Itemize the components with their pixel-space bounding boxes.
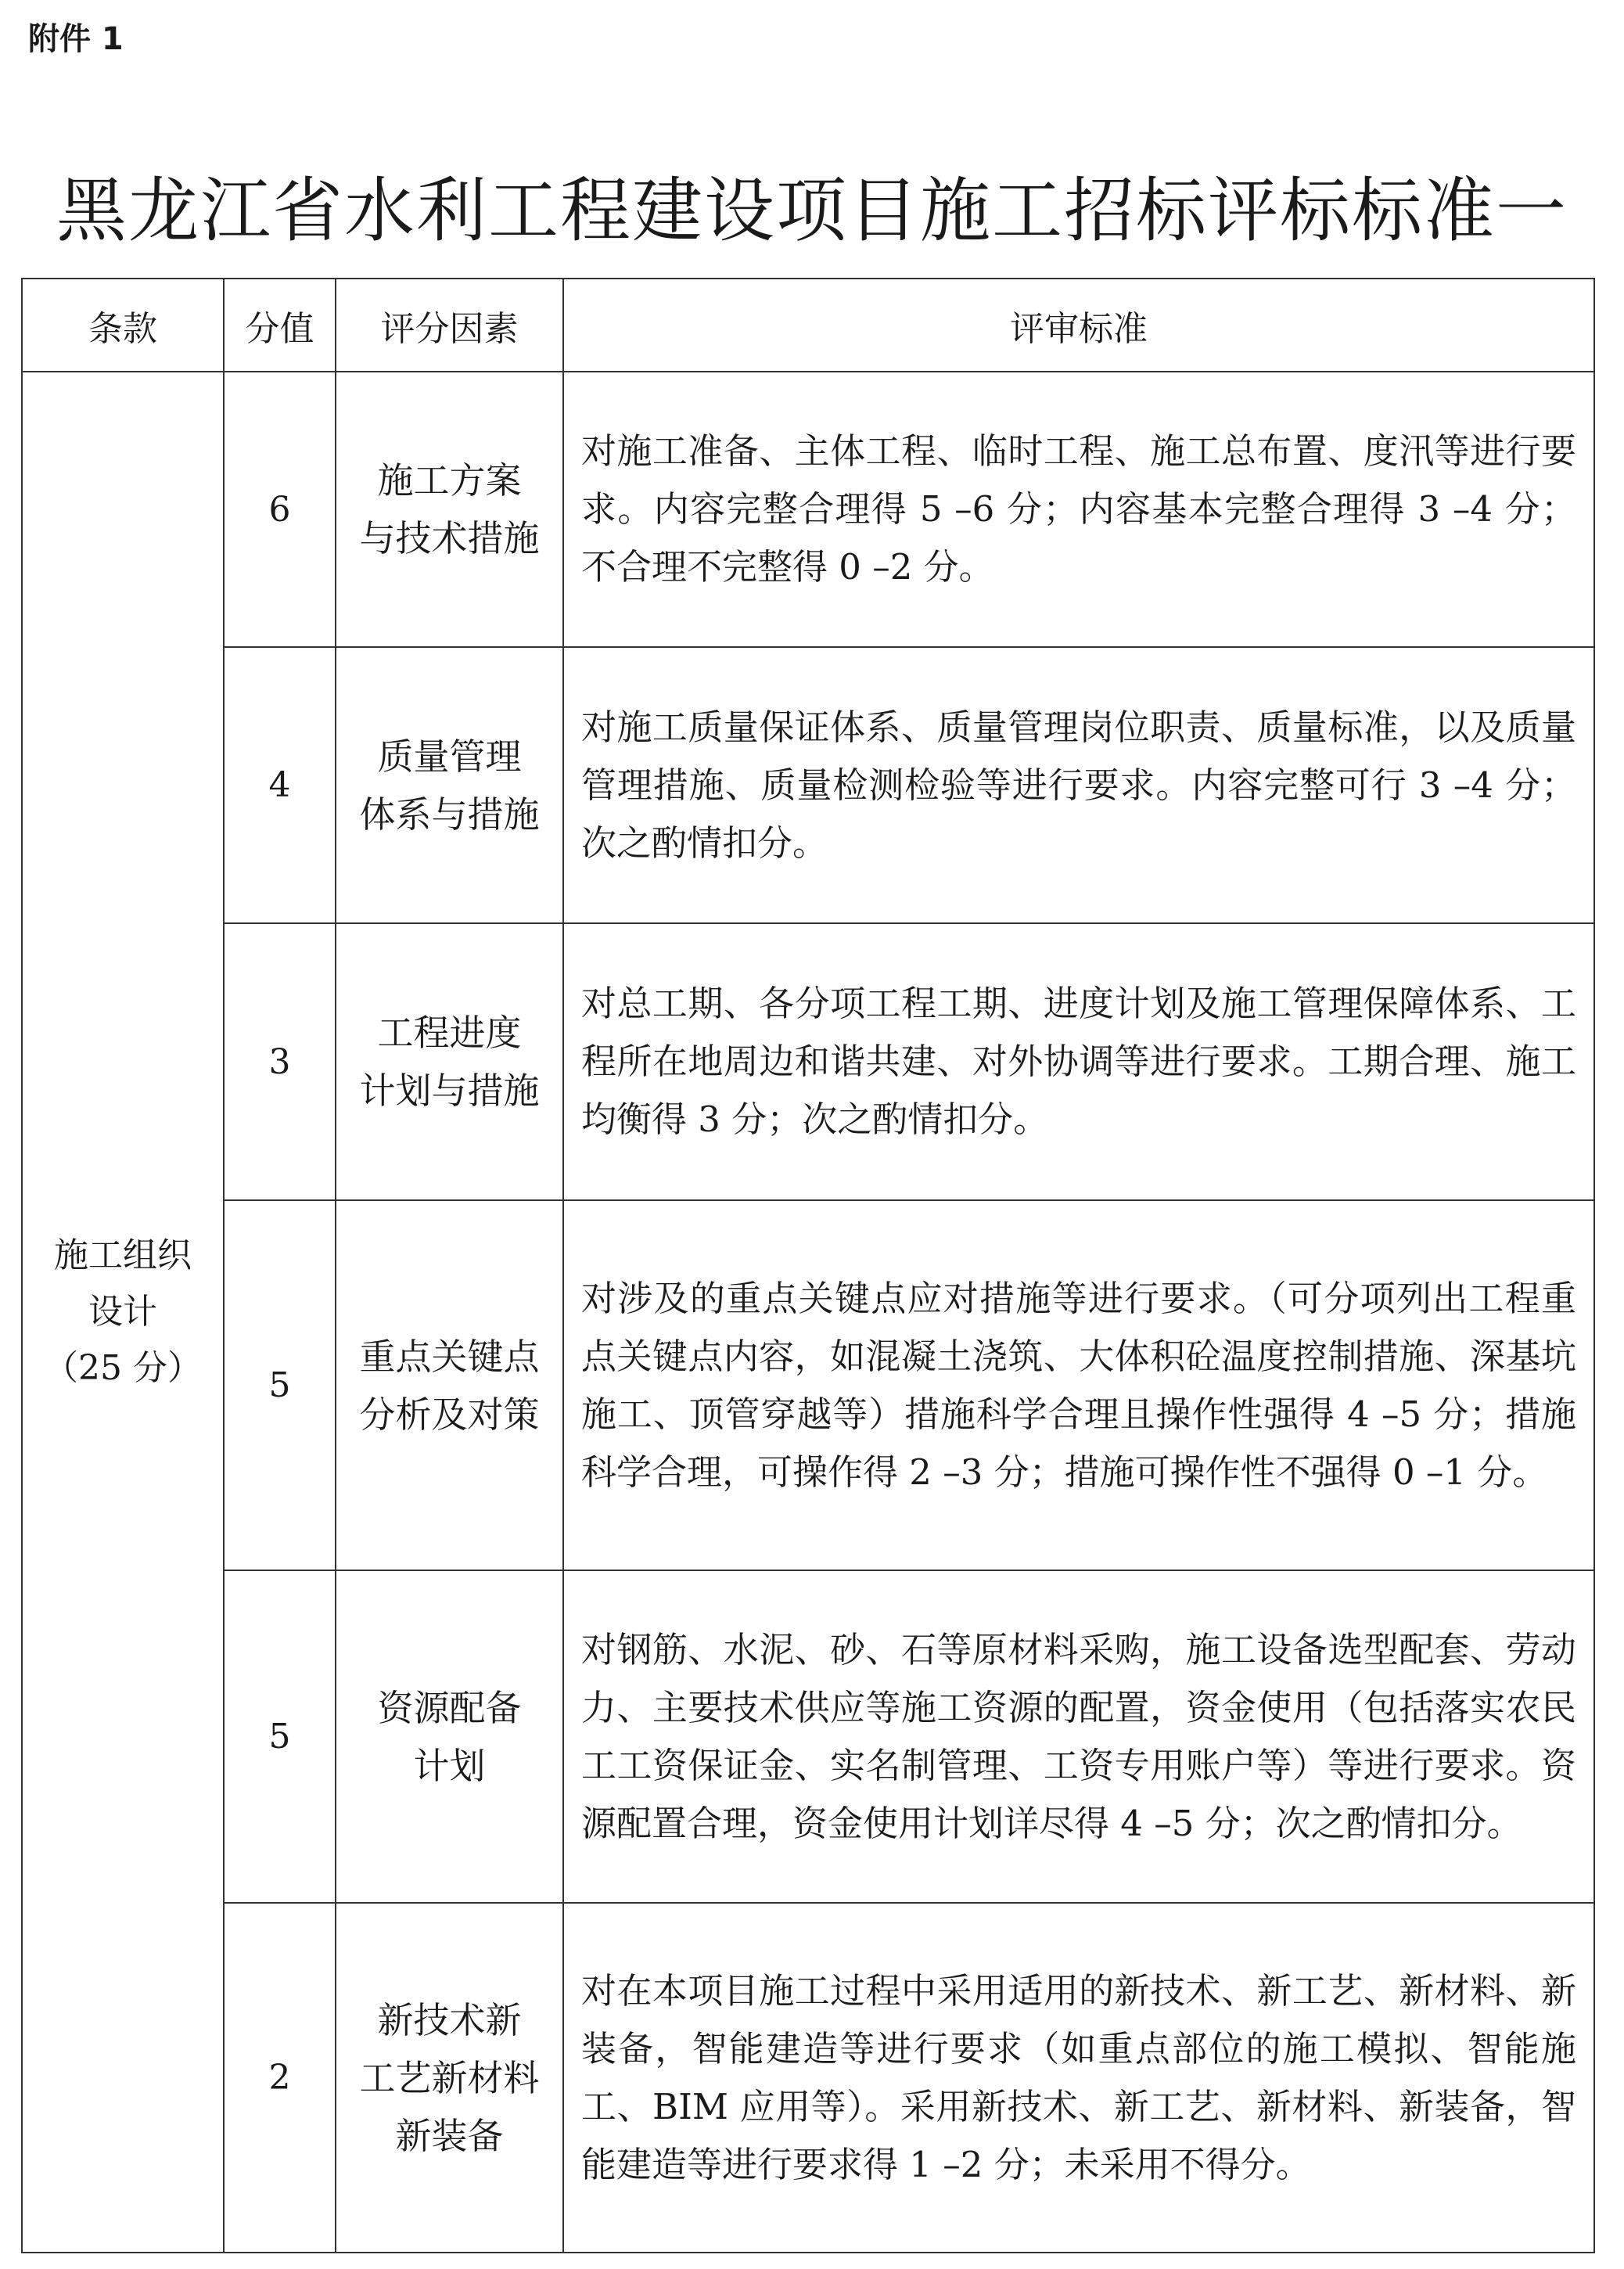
- table-row: [22, 1200, 1594, 1570]
- table-header-row: [22, 279, 1594, 372]
- table-row: [22, 647, 1594, 923]
- score-cell: 4: [224, 647, 336, 923]
- factor-cell: [336, 923, 563, 1200]
- table-row: [22, 372, 1594, 647]
- criteria-cell: 对在本项目施工过程中采用适用的新技术、新工艺、新材料、新装备，智能建造等进行要求（如重点部位的施工模拟、智能施工、BIM 应用等）。采用新技术、新工艺、新材料、新装备，智能建造等进行要求得 1 –2 分；未采用不得分。: [563, 1903, 1594, 2253]
- factor-line: 重点关键点: [359, 1335, 540, 1378]
- factor-cell: [336, 647, 563, 923]
- attachment-label: 附件 1: [28, 21, 124, 57]
- factor-cell: [336, 1200, 563, 1570]
- table-row: [22, 923, 1594, 1200]
- header-clause: 条款: [22, 279, 224, 372]
- document-title: 黑龙江省水利工程建设项目施工招标评标标准一: [56, 170, 1568, 252]
- factor-line: 工艺新材料: [359, 2056, 540, 2099]
- score-cell: 5: [224, 1200, 336, 1570]
- header-factor: 评分因素: [336, 279, 563, 372]
- factor-cell: [336, 1570, 563, 1903]
- score-cell: 6: [224, 372, 336, 647]
- criteria-cell: 对钢筋、水泥、砂、石等原材料采购，施工设备选型配套、劳动力、主要技术供应等施工资源的配置，资金使用（包括落实农民工工资保证金、实名制管理、工资专用账户等）等进行要求。资源配置合理，资金使用计划详尽得 4 –5 分；次之酌情扣分。: [563, 1570, 1594, 1903]
- factor-line: 新技术新: [377, 1998, 522, 2041]
- factor-line: 新装备: [395, 2114, 504, 2157]
- factor-line: 工程进度: [377, 1012, 522, 1054]
- header-score: 分值: [224, 279, 336, 372]
- factor-line: 资源配备: [377, 1686, 522, 1729]
- factor-line: 计划与措施: [359, 1070, 540, 1112]
- factor-line: 质量管理: [377, 735, 522, 778]
- criteria-cell: 对施工准备、主体工程、临时工程、施工总布置、度汛等进行要求。内容完整合理得 5 –6 分；内容基本完整合理得 3 –4 分；不合理不完整得 0 –2 分。: [563, 372, 1594, 647]
- factor-cell: [336, 1903, 563, 2253]
- clause-line: （25 分）: [44, 1348, 202, 1388]
- clause-group-cell: [22, 372, 224, 2253]
- clause-line: 施工组织: [54, 1235, 192, 1275]
- factor-line: 体系与措施: [359, 793, 540, 836]
- factor-line: 施工方案: [377, 459, 522, 502]
- clause-line: 设计: [88, 1292, 157, 1332]
- table-row: [22, 1570, 1594, 1903]
- evaluation-table: [21, 278, 1595, 2253]
- criteria-cell: 对涉及的重点关键点应对措施等进行要求。（可分项列出工程重点关键点内容，如混凝土浇筑、大体积砼温度控制措施、深基坑施工、顶管穿越等）措施科学合理且操作性强得 4 –5 分；措施科学合理，可操作得 2 –3 分；措施可操作性不强得 0 –1 分。: [563, 1200, 1594, 1570]
- table-row: [22, 1903, 1594, 2253]
- factor-line: 分析及对策: [359, 1393, 540, 1436]
- score-cell: 5: [224, 1570, 336, 1903]
- score-cell: 2: [224, 1903, 336, 2253]
- criteria-cell: 对总工期、各分项工程工期、进度计划及施工管理保障体系、工程所在地周边和谐共建、对外协调等进行要求。工期合理、施工均衡得 3 分；次之酌情扣分。: [563, 923, 1594, 1200]
- factor-line: 与技术措施: [359, 517, 540, 559]
- factor-cell: [336, 372, 563, 647]
- factor-line: 计划: [413, 1744, 486, 1787]
- score-cell: 3: [224, 923, 336, 1200]
- header-criteria: 评审标准: [563, 279, 1594, 372]
- criteria-cell: 对施工质量保证体系、质量管理岗位职责、质量标准，以及质量管理措施、质量检测检验等进行要求。内容完整可行 3 –4 分；次之酌情扣分。: [563, 647, 1594, 923]
